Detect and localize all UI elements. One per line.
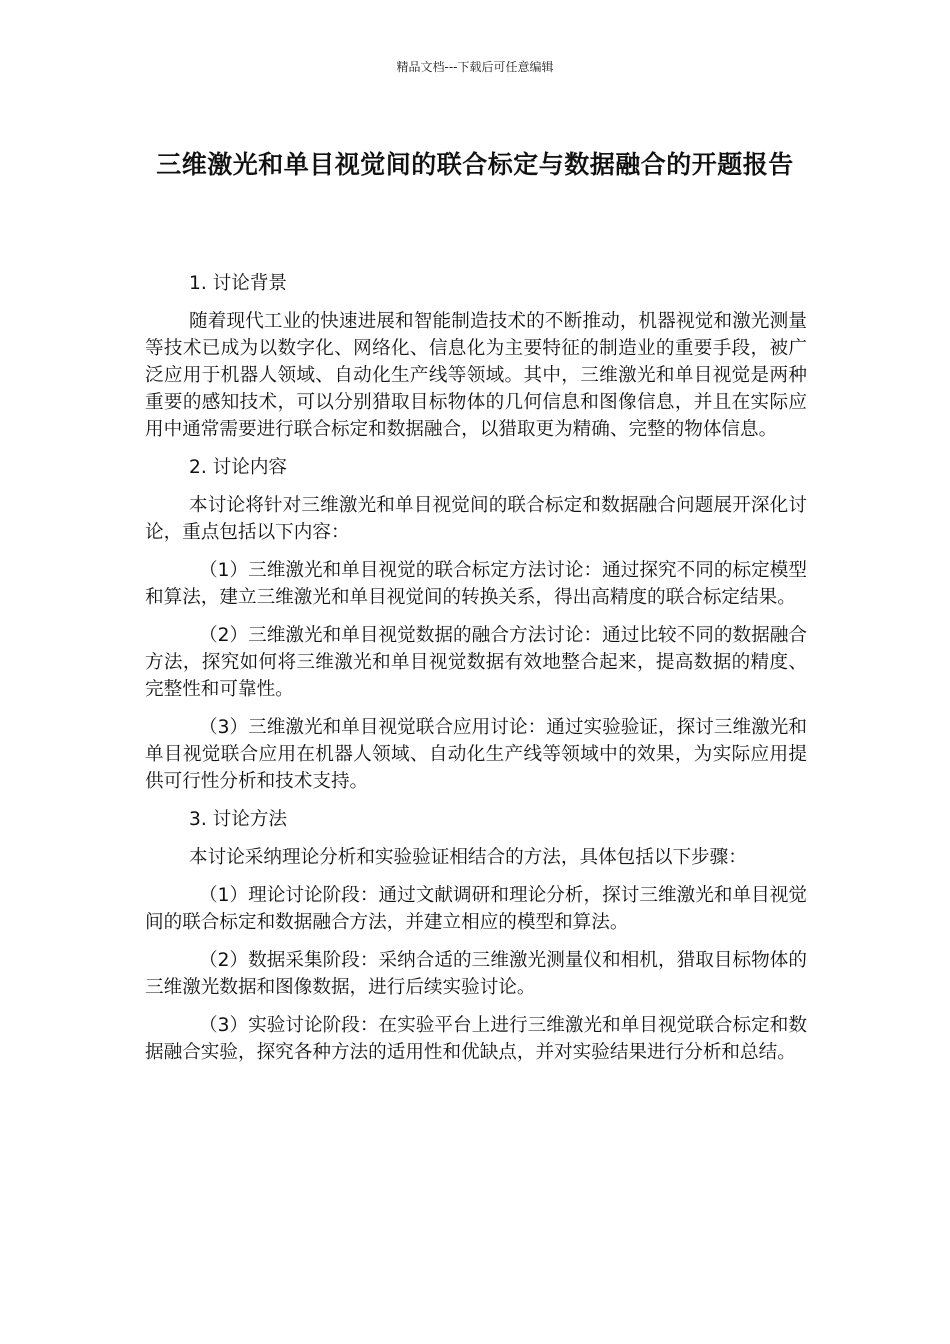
paragraph: 本讨论将针对三维激光和单目视觉间的联合标定和数据融合问题展开深化讨论，重点包括以下内容： [145, 495, 807, 543]
document-body [145, 270, 807, 1077]
paragraph: 随着现代工业的快速进展和智能制造技术的不断推动，机器视觉和激光测量等技术已成为以数字化、网络化、信息化为主要特征的制造业的重要手段，被广泛应用于机器人领域、自动化生产线等领域。其中，三维激光和单目视觉是两种重要的感知技术，可以分别猎取目标物体的几何信息和图像信息，并且在实际应用中通常需要进行联合标定和数据融合，以猎取更为精确、完整的物体信息。 [145, 311, 807, 440]
page-header: 精品文档---下载后可任意编辑 [396, 60, 554, 74]
document-title: 三维激光和单目视觉间的联合标定与数据融合的开题报告 [156, 150, 794, 179]
list-item: （1）三维激光和单目视觉的联合标定方法讨论：通过探究不同的标定模型和算法，建立三维激光和单目视觉间的转换关系，得出高精度的联合标定结果。 [145, 560, 807, 608]
list-item: （3）三维激光和单目视觉联合应用讨论：通过实验验证，探讨三维激光和单目视觉联合应用在机器人领域、自动化生产线等领域中的效果，为实际应用提供可行性分析和技术支持。 [145, 717, 807, 792]
list-item: （1）理论讨论阶段：通过文献调研和理论分析，探讨三维激光和单目视觉间的联合标定和数据融合方法，并建立相应的模型和算法。 [145, 885, 807, 933]
section-heading: 1. 讨论背景 [189, 273, 288, 294]
list-item: （2）三维激光和单目视觉数据的融合方法讨论：通过比较不同的数据融合方法，探究如何将三维激光和单目视觉数据有效地整合起来，提高数据的精度、完整性和可靠性。 [145, 625, 807, 700]
section-heading: 3. 讨论方法 [189, 809, 288, 830]
list-item: （3）实验讨论阶段：在实验平台上进行三维激光和单目视觉联合标定和数据融合实验，探究各种方法的适用性和优缺点，并对实验结果进行分析和总结。 [145, 1015, 807, 1063]
list-item: （2）数据采集阶段：采纳合适的三维激光测量仪和相机，猎取目标物体的三维激光数据和图像数据，进行后续实验讨论。 [145, 950, 807, 998]
paragraph: 本讨论采纳理论分析和实验验证相结合的方法，具体包括以下步骤： [189, 847, 747, 868]
section-heading: 2. 讨论内容 [189, 457, 288, 478]
